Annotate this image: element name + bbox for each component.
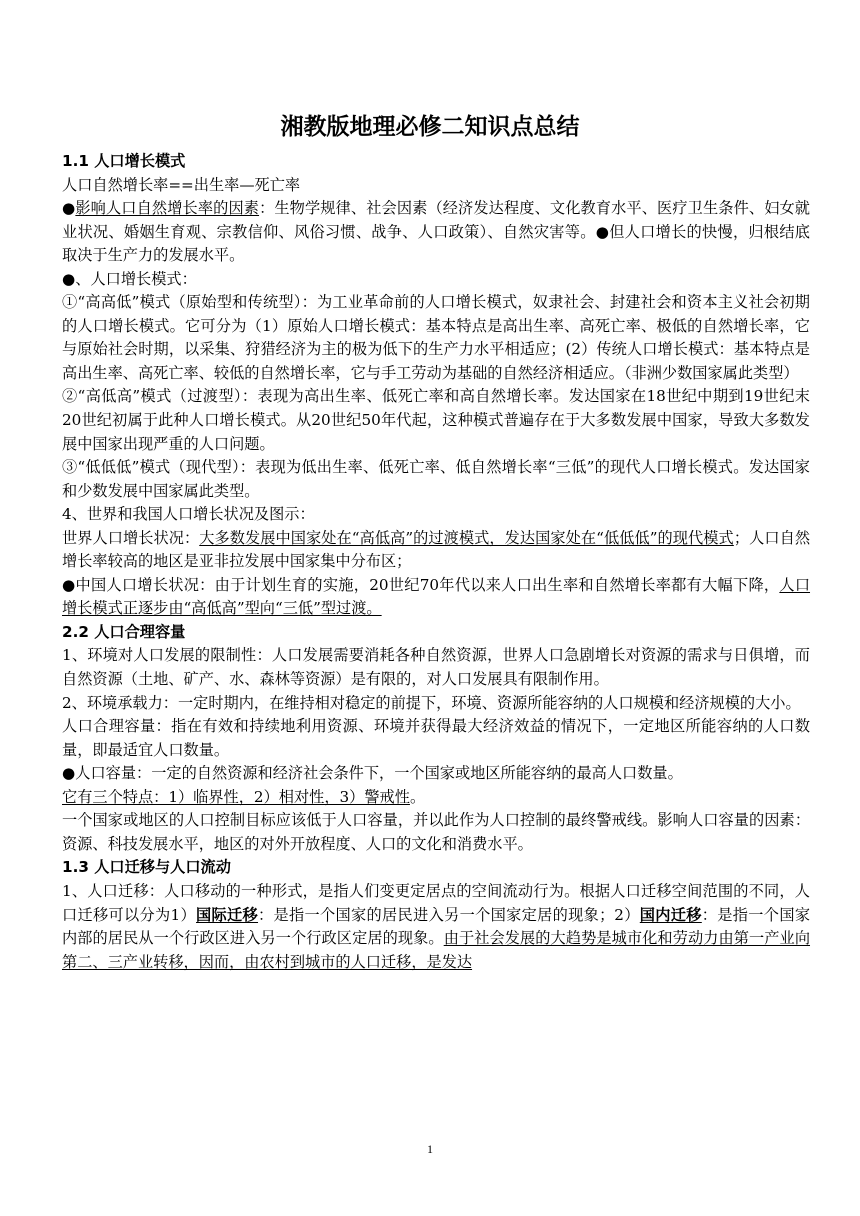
bullet-glyph: ● [62, 199, 76, 218]
china-underlined: 人口增长模式正逐步由“高低高”型向“三低”型过渡。 [62, 575, 811, 618]
trend-underlined: 由于社会发展的大趋势是城市化和劳动力由第一产业向第二、三产业转移，因而，由农村到城市的人口迁移，是发达 [62, 929, 811, 971]
world-rest: ；人口自然增长率较高的地区是亚非拉发展中国家集中分布区； [62, 528, 810, 571]
paragraph-world-status [62, 527, 810, 574]
paragraph-china-status [62, 574, 810, 621]
paragraph-env-limit: 1、环境对人口发展的限制性：人口发展需要消耗各种自然资源，世界人口急剧增长对资源的需求与日俱增，而自然资源（土地、矿产、水、森林等资源）是有限的，对人口发展具有限制作用。 [62, 646, 810, 689]
paragraph-mode-2: ②“高低高”模式（过渡型）：表现为高出生率、低死亡率和高自然增长率。发达国家在18世纪中期到19世纪末20世纪初属于此种人口增长模式。从20世纪50年代起，这种模式普遍存在于大多数发展中国家，导致大多数发展中国家出现严重的人口问题。 [62, 387, 810, 453]
factors-text: ：生物学规律、社会因素（经济发达程度、文化教育水平、医疗卫生条件、妇女就业状况、婚姻生育观、宗教信仰、风俗习惯、战争、人口政策）、自然灾害等。●但人口增长的快慢，归根结底取决于生产力的发展水平。 [62, 199, 810, 265]
features-underlined: 它有三个特点：1）临界性，2）相对性，3）警戒性 [62, 787, 410, 806]
paragraph-migration [62, 880, 810, 974]
factors-label: 影响人口自然增长率的因素 [75, 199, 260, 218]
paragraph-reasonable-capacity: 人口合理容量：指在有效和持续地利用资源、环境并获得最大经济效益的情况下，一定地区所能容纳的人口数量，即最适宜人口数量。 [62, 717, 810, 759]
world-label: 世界人口增长状况： [62, 528, 200, 547]
paragraph-three-features [62, 786, 810, 810]
paragraph-mode-3: ③“低低低”模式（现代型）：表现为低出生率、低死亡率、低自然增长率“三低”的现代人口增长模式。发达国家和少数发展中国家属此类型。 [62, 458, 810, 500]
document-body [62, 150, 810, 974]
domestic-migration-label: 国内迁移 [639, 905, 702, 924]
paragraph-growth-formula: 人口自然增长率==出生率—死亡率 [62, 175, 301, 194]
world-underlined: 大多数发展中国家处在“高低高”的过渡模式，发达国家处在“低低低”的现代模式 [199, 528, 734, 547]
paragraph-growth-factors [62, 197, 810, 268]
features-end: 。 [409, 787, 426, 806]
paragraph-env-capacity: 2、环境承载力：一定时期内，在维持相对稳定的前提下，环境、资源所能容纳的人口规模和经济规模的大小。 [62, 693, 801, 712]
paragraph-population-capacity: ●人口容量：一定的自然资源和经济社会条件下，一个国家或地区所能容纳的最高人口数量。 [62, 764, 683, 783]
page-number: 1 [427, 1142, 433, 1156]
paragraph-mode-1: ①“高高低”模式（原始型和传统型）：为工业革命前的人口增长模式，奴隶社会、封建社会和资本主义社会初期的人口增长模式。它可分为（1）原始人口增长模式：基本特点是高出生率、高死亡率、极低的自然增长率，它与原始社会时期，以采集、狩猎经济为主的极为低下的生产力水平相适应；(2）传统人口增长模式：基本特点是高出生率、高死亡率、较低的自然增长率，它与手工劳动为基础的自然经济相适应。（非洲少数国家属此类型） [62, 293, 810, 382]
domestic-migration-text: ：是指一个国家内部的居民从一个行政区进入另一个行政区定居的现象。 [62, 905, 811, 948]
paragraph-modes-title: ●、人口增长模式： [62, 269, 197, 288]
intl-migration-text: ：是指一个国家的居民进入另一个国家定居的现象；2） [258, 905, 640, 924]
section-heading-2-2: 2.2 人口合理容量 [62, 622, 186, 641]
china-text: ●中国人口增长状况：由于计划生育的实施，20世纪70年代以来人口出生率和自然增长率都有大幅下降， [62, 575, 780, 594]
paragraph-capacity-factors: 一个国家或地区的人口控制目标应该低于人口容量，并以此作为人口控制的最终警戒线。影响人口容量的因素：资源、科技发展水平，地区的对外开放程度、人口的文化和消费水平。 [62, 811, 810, 853]
section-heading-1-1: 1.1 人口增长模式 [62, 152, 186, 170]
paragraph-world-title: 4、世界和我国人口增长状况及图示： [62, 505, 315, 524]
document-title: 湘教版地理必修二知识点总结 [280, 114, 580, 140]
intl-migration-label: 国际迁移 [196, 905, 259, 924]
migration-start: 1、人口迁移：人口移动的一种形式，是指人们变更定居点的空间流动行为。根据人口迁移空间范围的不同，人口迁移可以分为1） [62, 881, 810, 924]
section-heading-1-3: 1.3 人口迁移与人口流动 [62, 858, 231, 877]
